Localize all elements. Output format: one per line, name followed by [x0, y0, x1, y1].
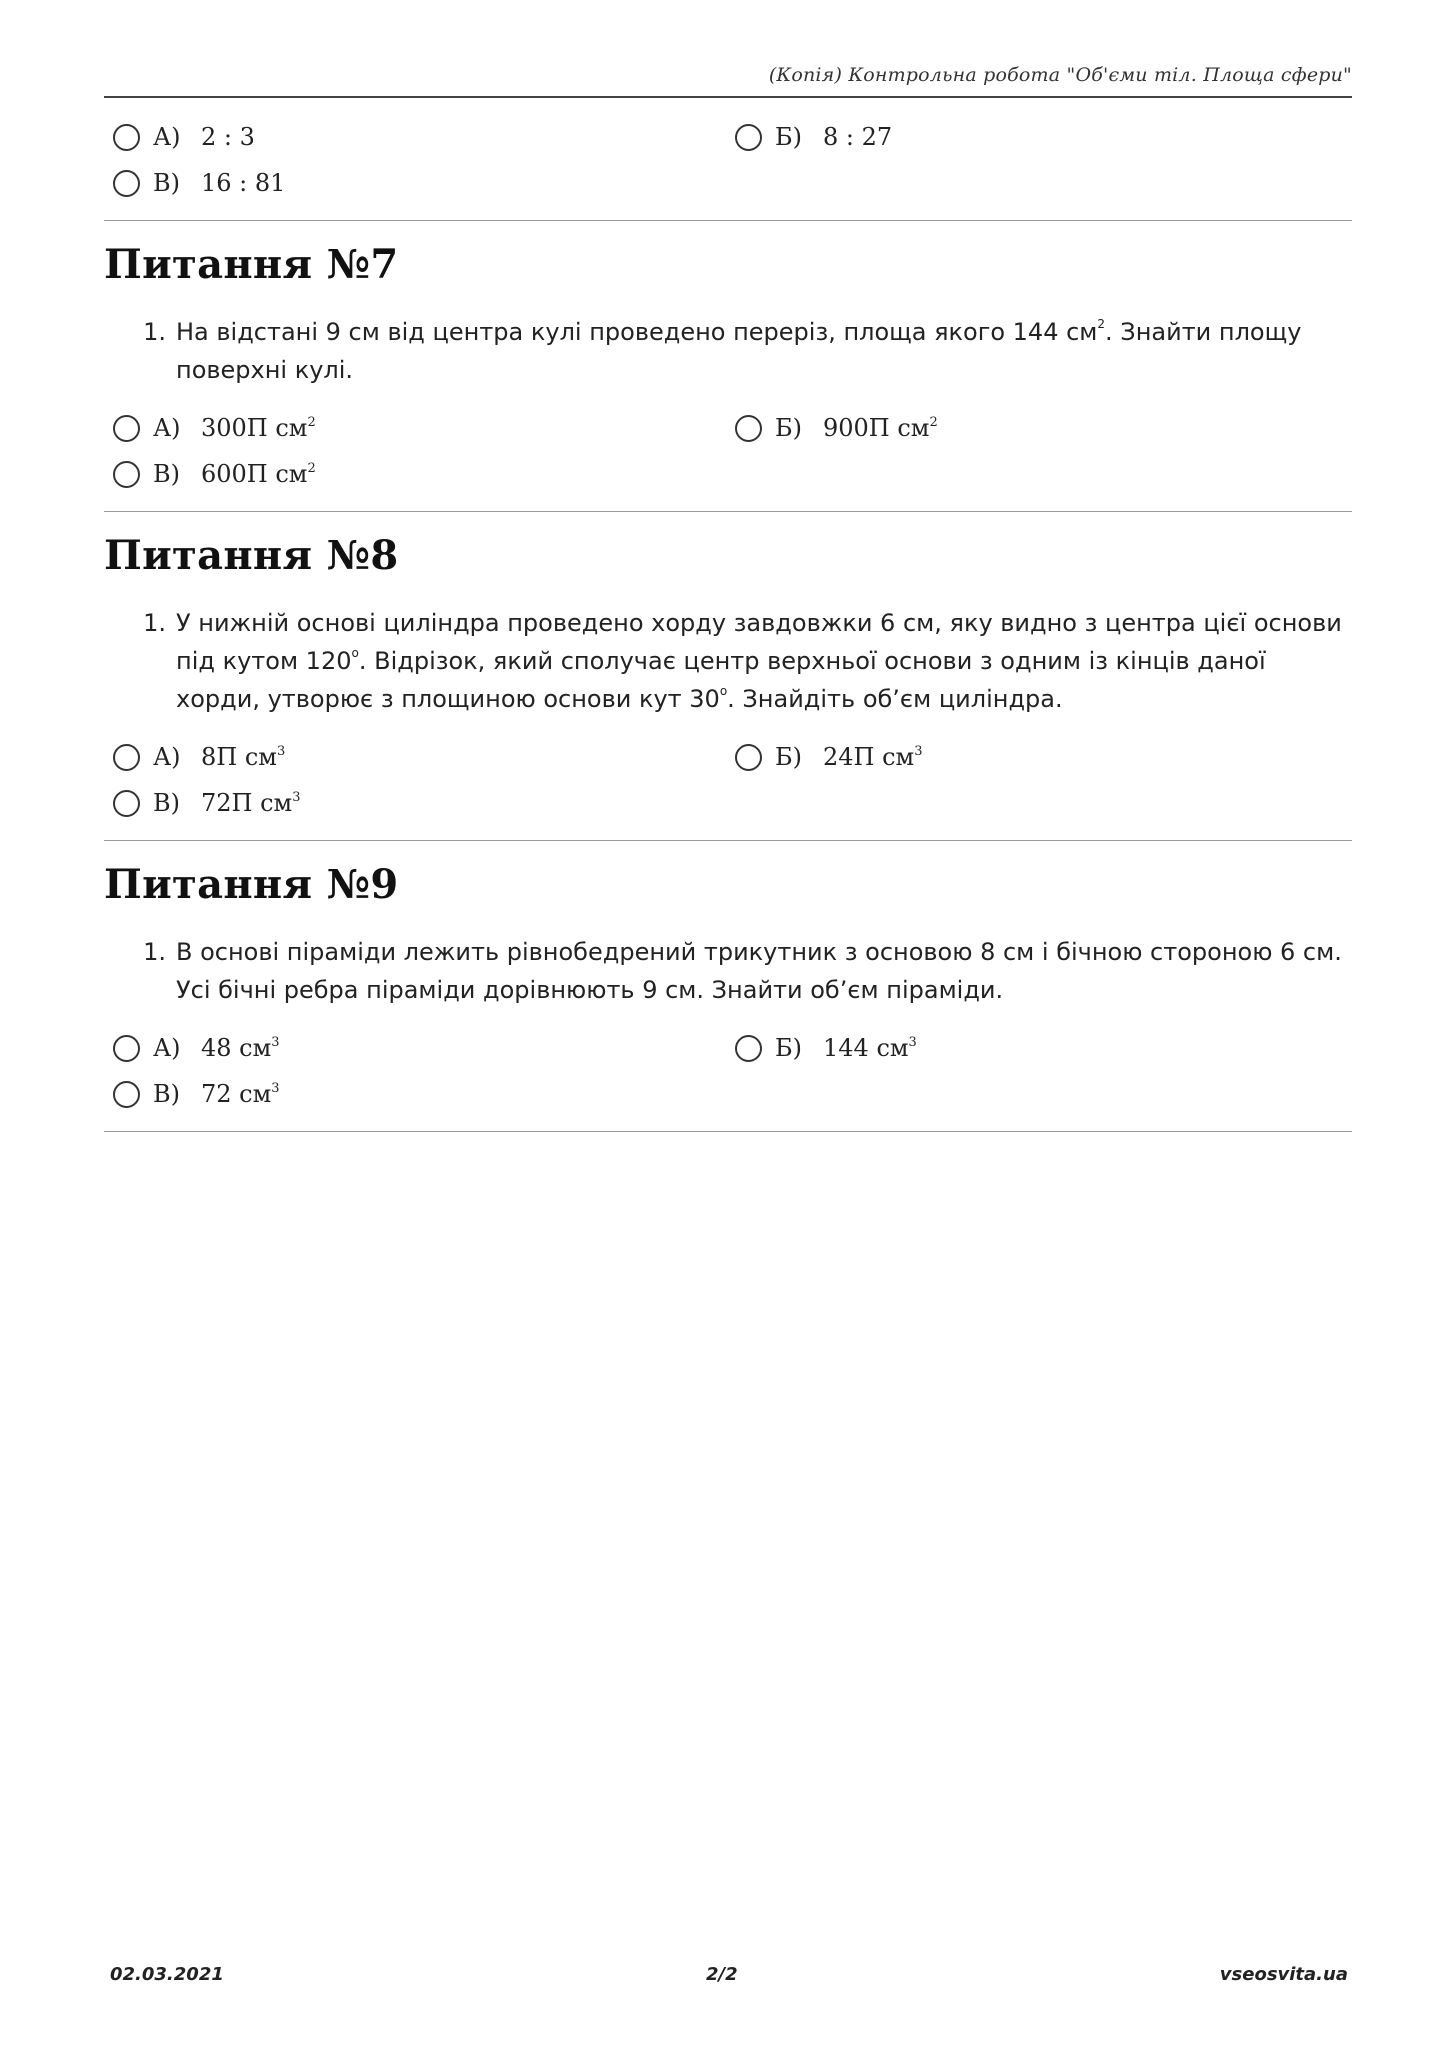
- question-8-text: [104, 604, 1352, 718]
- option-letter: А): [153, 743, 181, 771]
- option-text: [823, 414, 938, 442]
- option-value: 900П см: [823, 414, 930, 442]
- superscript: 3: [292, 790, 301, 805]
- superscript: 3: [271, 1035, 280, 1050]
- option-value: 300П см: [201, 414, 308, 442]
- option-letter: Б): [775, 743, 802, 771]
- prev-option-b[interactable]: [726, 120, 1352, 154]
- prev-option-a[interactable]: [104, 120, 726, 154]
- superscript: о: [719, 684, 728, 698]
- superscript: 2: [307, 461, 316, 476]
- question-7-title: Питання №7: [104, 241, 399, 288]
- prev-question-options: [104, 98, 1352, 221]
- radio-button[interactable]: [113, 415, 140, 442]
- footer-site: vseosvita.ua: [1219, 1964, 1348, 1985]
- question-9-text: [104, 933, 1352, 1009]
- superscript: 3: [908, 1035, 917, 1050]
- option-letter: В): [153, 169, 180, 197]
- question-text-part: . Відрізок, який сполучає центр верхньої основи з одним із кінців даної хорди, утворює з площиною основи кут 30: [176, 647, 1266, 713]
- q9-option-a[interactable]: [104, 1031, 726, 1065]
- question-8-title: Питання №8: [104, 532, 399, 579]
- question-text-part: У нижній основі циліндра проведено хорду завдовжки 6 см, яку видно з центра цієї основи під кутом 120: [176, 609, 1342, 675]
- superscript: 2: [1097, 317, 1106, 331]
- radio-button[interactable]: [735, 744, 762, 771]
- prev-option-c[interactable]: [104, 166, 726, 200]
- radio-button[interactable]: [735, 124, 762, 151]
- q7-option-c[interactable]: [104, 457, 726, 491]
- option-letter: В): [153, 1080, 180, 1108]
- question-7: [104, 241, 1352, 512]
- option-letter: А): [153, 123, 181, 151]
- question-8-options: [104, 718, 1352, 841]
- footer-date: 02.03.2021: [110, 1964, 224, 1985]
- option-text: [201, 1034, 280, 1062]
- superscript: 3: [914, 744, 923, 759]
- option-letter: А): [153, 414, 181, 442]
- option-value: 144 см: [823, 1034, 909, 1062]
- question-7-text: [104, 313, 1352, 389]
- question-text-part: На відстані 9 см від центра кулі проведено переріз, площа якого 144 см: [176, 318, 1098, 346]
- question-8: [104, 532, 1352, 841]
- question-number: 1.: [143, 938, 166, 966]
- q7-option-b[interactable]: [726, 411, 1352, 445]
- q7-option-a[interactable]: [104, 411, 726, 445]
- footer-page-number: 2/2: [706, 1964, 738, 1985]
- radio-button[interactable]: [113, 170, 140, 197]
- q8-option-b[interactable]: [726, 740, 1352, 774]
- option-text: [201, 789, 301, 817]
- radio-button[interactable]: [113, 124, 140, 151]
- option-value: 72П см: [201, 789, 293, 817]
- question-7-options: [104, 389, 1352, 512]
- question-text-part: . Знайти площу поверхні кулі.: [176, 318, 1302, 384]
- q9-option-b[interactable]: [726, 1031, 1352, 1065]
- document-header: (Копія) Контрольна робота "Об'єми тіл. Площа сфери": [768, 64, 1352, 86]
- option-text: 16 : 81: [201, 169, 286, 197]
- option-value: 24П см: [823, 743, 915, 771]
- question-body: [176, 313, 1352, 389]
- option-text: [201, 460, 316, 488]
- question-body: В основі піраміди лежить рівнобедрений трикутник з основою 8 см і бічною стороною 6 см. Усі бічні ребра піраміди дорівнюють 9 см. Знайти об’єм піраміди.: [176, 938, 1342, 1004]
- radio-button[interactable]: [113, 744, 140, 771]
- question-number: 1.: [143, 318, 166, 346]
- option-letter: А): [153, 1034, 181, 1062]
- question-9-options: [104, 1009, 1352, 1132]
- radio-button[interactable]: [113, 1081, 140, 1108]
- q8-option-a[interactable]: [104, 740, 726, 774]
- option-letter: Б): [775, 414, 802, 442]
- option-text: [201, 1080, 280, 1108]
- superscript: 3: [271, 1081, 280, 1096]
- option-value: 8П см: [201, 743, 277, 771]
- question-9: [104, 861, 1352, 1132]
- option-letter: В): [153, 789, 180, 817]
- superscript: о: [351, 646, 359, 660]
- option-text: [823, 1034, 917, 1062]
- question-body: [176, 604, 1352, 718]
- option-value: 72 см: [201, 1080, 272, 1108]
- q9-option-c[interactable]: [104, 1077, 726, 1111]
- question-text-part: . Знайдіть об’єм циліндра.: [727, 685, 1063, 713]
- radio-button[interactable]: [735, 1035, 762, 1062]
- option-text: [823, 743, 923, 771]
- radio-button[interactable]: [113, 1035, 140, 1062]
- option-text: 2 : 3: [201, 123, 255, 151]
- document-content: [104, 98, 1352, 1132]
- q8-option-c[interactable]: [104, 786, 726, 820]
- option-value: 600П см: [201, 460, 308, 488]
- radio-button[interactable]: [735, 415, 762, 442]
- option-letter: Б): [775, 1034, 802, 1062]
- question-number: 1.: [143, 609, 166, 637]
- option-text: [201, 414, 316, 442]
- option-letter: В): [153, 460, 180, 488]
- radio-button[interactable]: [113, 790, 140, 817]
- option-text: 8 : 27: [823, 123, 893, 151]
- question-9-title: Питання №9: [104, 861, 399, 908]
- superscript: 2: [307, 415, 316, 430]
- option-value: 48 см: [201, 1034, 272, 1062]
- radio-button[interactable]: [113, 461, 140, 488]
- option-letter: Б): [775, 123, 802, 151]
- option-text: [201, 743, 285, 771]
- superscript: 3: [276, 744, 286, 759]
- superscript: 2: [929, 415, 938, 430]
